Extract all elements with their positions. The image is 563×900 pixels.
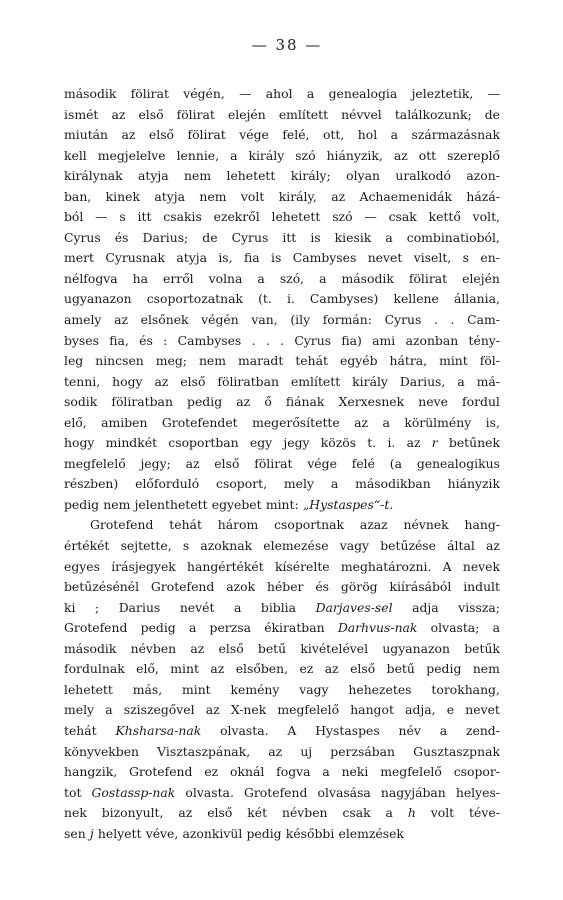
text-line: ki ; Darius nevét a biblia Darjaves-sel adja vissza; (64, 599, 500, 615)
text-line: miután az első fölirat vége felé, ott, hol a származásnak (64, 127, 500, 143)
text-line: mert Cyrusnak atyja is, fia is Cambyses nevet viselt, s en- (64, 250, 500, 266)
page-number: — 38 — (251, 36, 323, 54)
paragraph (64, 84, 500, 515)
text-line: ismét az első fölirat elején említett névvel találkozunk; de (64, 106, 500, 122)
text-line: könyvekben Visztaszpának, az uj perzsában Gusztaszpnak (64, 743, 500, 759)
text-line: részben) előforduló csoport, mely a másodikban hiányzik (64, 476, 500, 492)
text-line: lehetett más, mint kemény vagy hehezetes torokhang, (64, 681, 500, 697)
text-line: betűzésénél Grotefend azok héber és görög kiírásából indult (64, 579, 500, 595)
text-line: ban, kinek atyja nem volt király, az Achaemenidák házá- (64, 188, 500, 204)
text-line: egyes írásjegyek hangértékét kísérelte meghatározni. A nevek (64, 558, 500, 574)
text-line: byses fia, és : Cambyses . . . Cyrus fia) ami azonban tény- (64, 332, 500, 348)
text-line: Grotefend pedig a perzsa ékiratban Darhvus-nak olvasta; a (64, 620, 500, 636)
text-line: értékét sejtette, s azoknak elemezése vagy betűzése által az (64, 538, 500, 554)
text-line: nek bizonyult, az első két névben csak a h volt téve- (64, 805, 500, 821)
text-line: hangzik, Grotefend ez oknál fogva a neki megfelelő csopor- (64, 764, 500, 780)
text-line: második névben az első betű kivételével ugyanazon betűk (64, 640, 500, 656)
text-line: tot Gostassp-nak olvasta. Grotefend olvasása nagyjában helyes- (64, 784, 500, 800)
text-body (64, 84, 500, 844)
text-line: nélfogva ha erről volna a szó, a második fölirat elején (64, 270, 500, 286)
text-line: sodik föliratban pedig az ő fiának Xerxesnek neve fordul (64, 394, 500, 410)
text-line: királynak atyja nem lehetett király; olyan uralkodó azon- (64, 168, 500, 184)
text-line: elő, amiben Grotefendet megerősítette az a körülmény is, (64, 414, 500, 430)
text-line: Cyrus és Darius; de Cyrus itt is kiesik a combinatioból, (64, 229, 500, 245)
text-line: mely a sziszegővel az X-nek megfelelő hangot adja, e nevet (64, 702, 500, 718)
text-line: sen j helyett véve, azonkivül pedig későbbi elemzések (64, 825, 404, 841)
text-line: ból — s itt csakis ezekről lehetett szó — csak kettő volt, (64, 209, 500, 225)
text-line: tehát Khsharsa-nak olvasta. A Hystaspes név a zend- (64, 722, 500, 738)
text-line: Grotefend tehát három csoportnak azaz névnek hang- (90, 517, 500, 533)
text-line: kell megjelelve lennie, a király szó hiányzik, az ott szereplő (64, 147, 500, 163)
text-line: leg nincsen meg; nem maradt tehát egyéb hátra, mint föl- (64, 353, 500, 369)
text-line: második fölirat végén, — ahol a genealogia jeleztetik, — (64, 86, 500, 101)
text-line: fordulnak elő, mint az elsőben, ez az első betű pedig nem (64, 661, 500, 677)
text-line: ugyanazon csoportozatnak (t. i. Cambyses) kellene állania, (64, 291, 500, 307)
text-line: amely az elsőnek végén van, (ily formán: Cyrus . . Cam- (64, 312, 500, 328)
text-line: tenni, hogy az első föliratban említett király Darius, a má- (64, 373, 500, 389)
text-line: hogy mindkét csoportban egy jegy közös t. i. az r betűnek (64, 435, 500, 451)
text-line: megfelelő jegy; az első fölirat vége felé (a genealogikus (64, 455, 500, 471)
text-line: pedig nem jelenthetett egyebet mint: „Hystaspes“-t. (64, 496, 394, 512)
paragraph (64, 515, 500, 844)
book-page (64, 36, 500, 844)
